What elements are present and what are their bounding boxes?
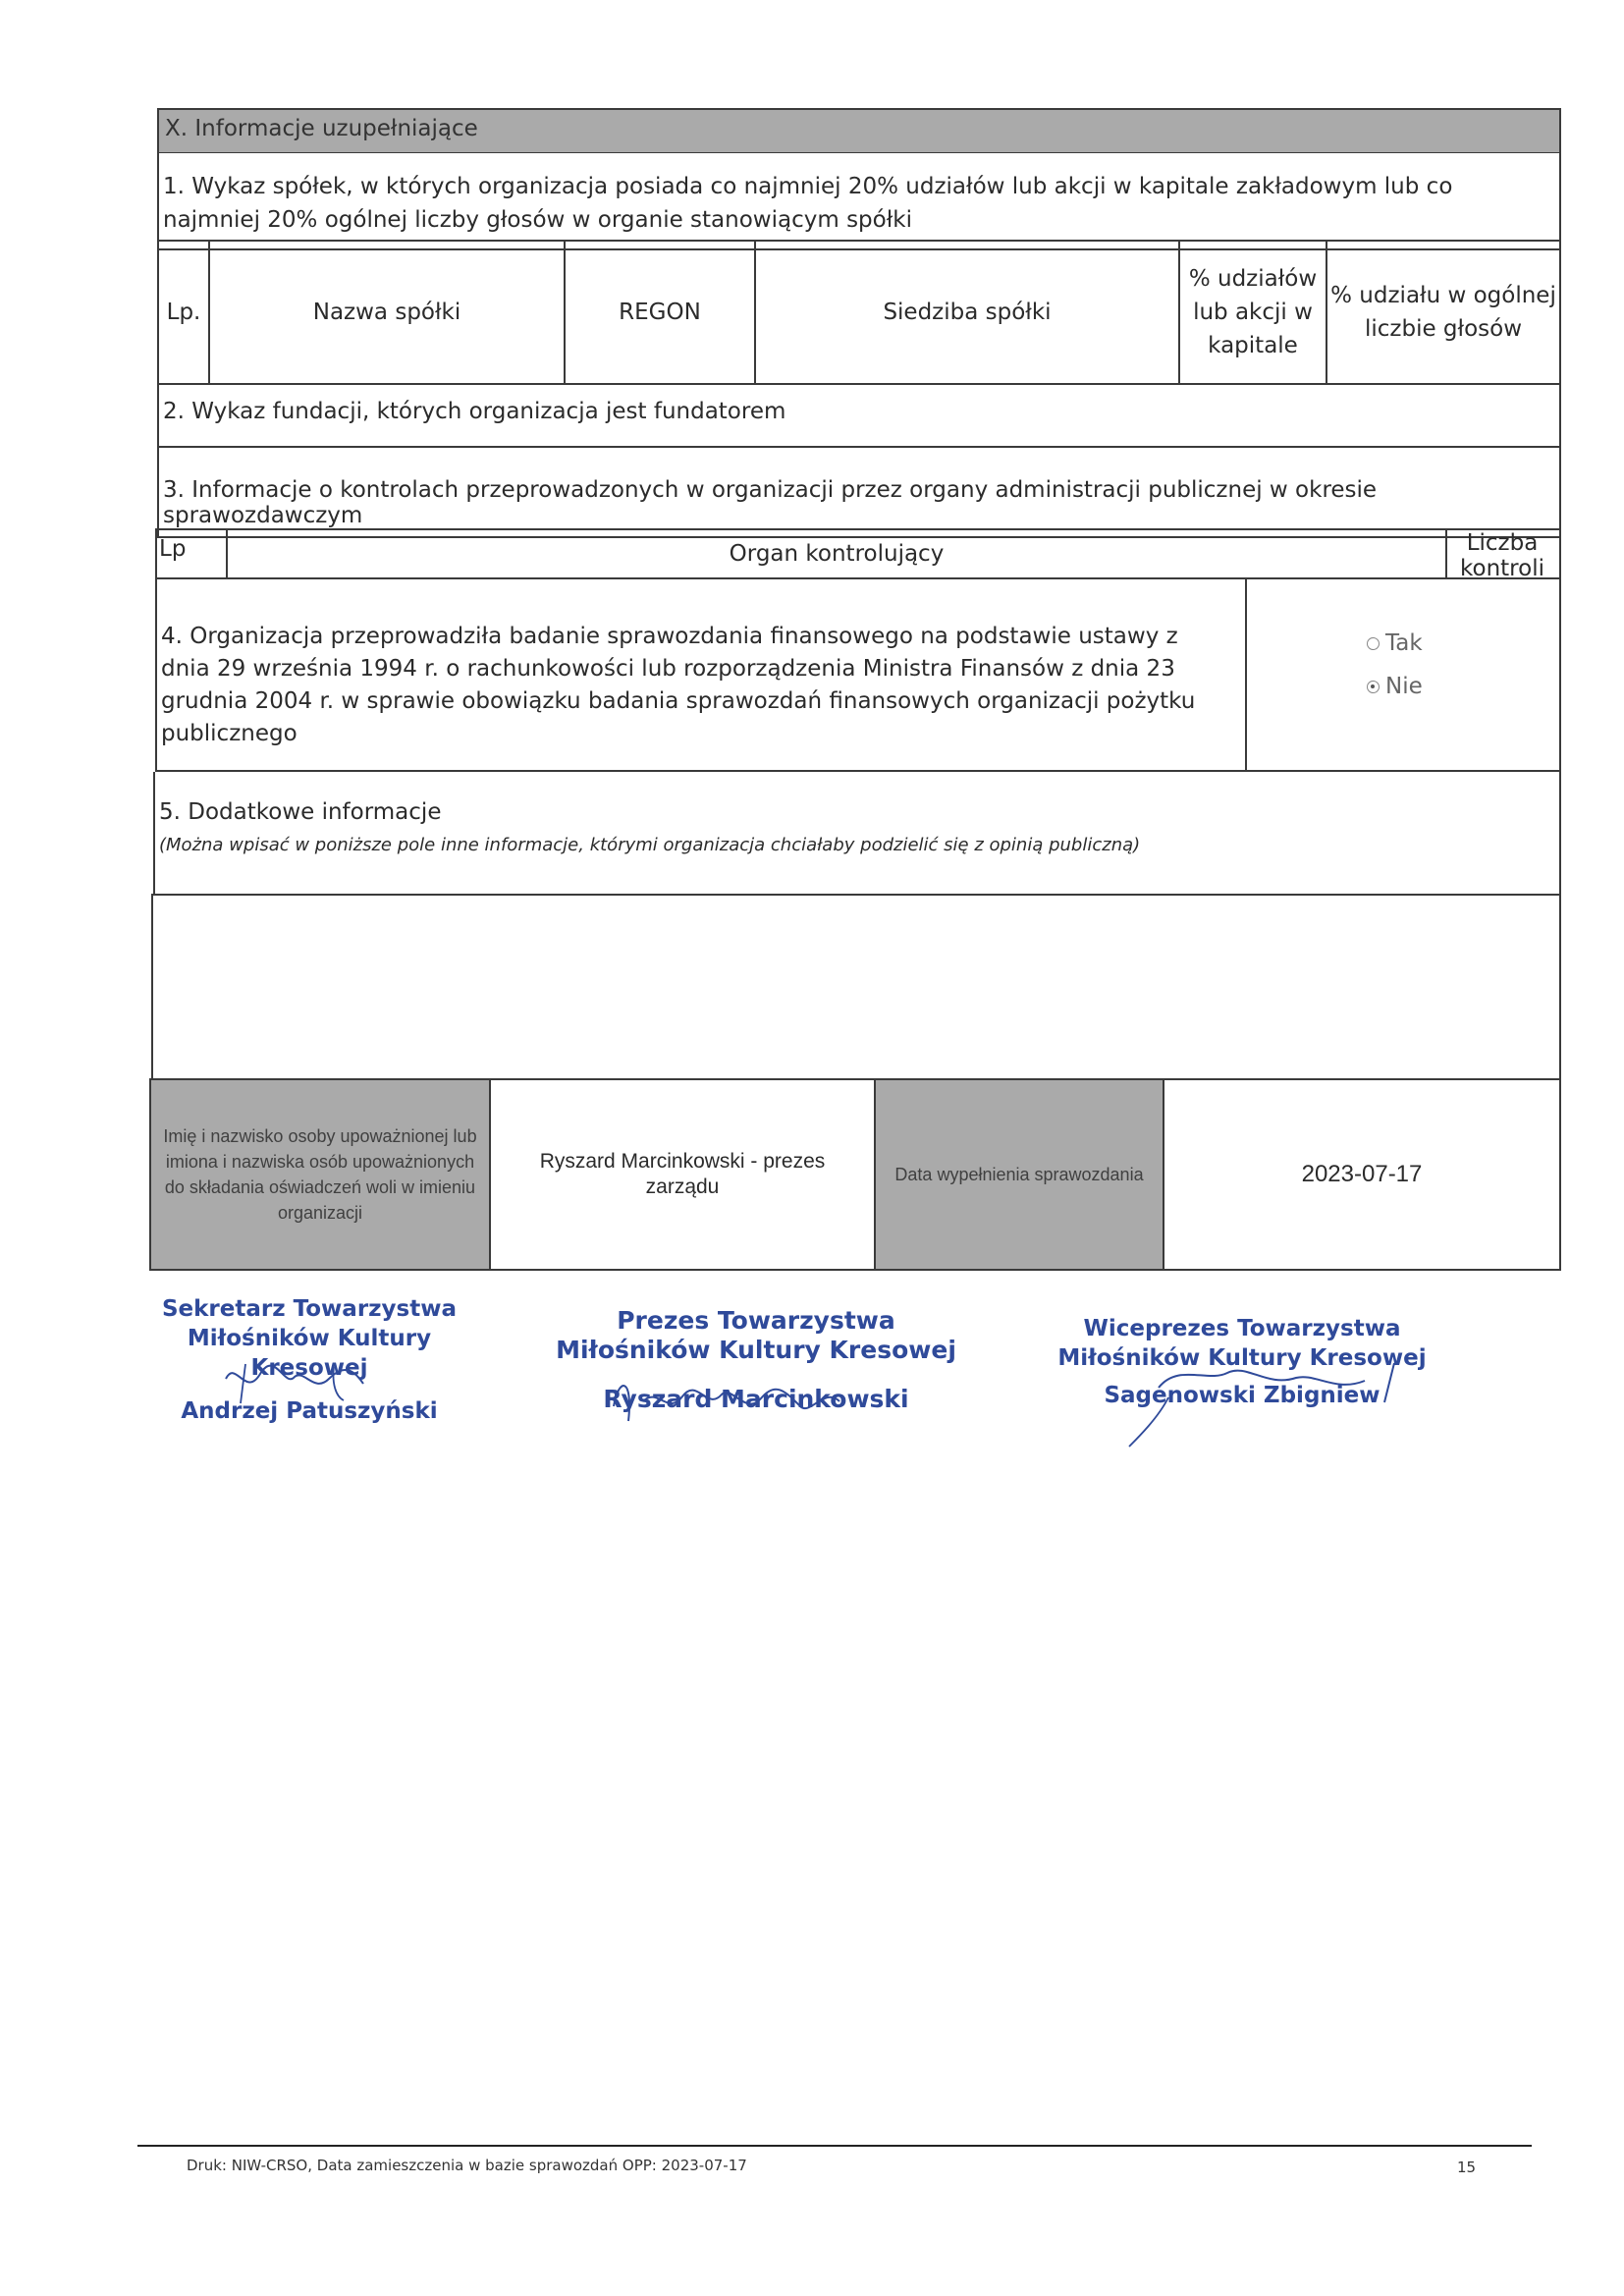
additional-info-field[interactable] (151, 894, 1561, 1080)
col-votes-percent: % udziału w ogólnej liczbie głosów (1330, 283, 1556, 342)
stamp-secretary (128, 1294, 491, 1426)
stamp-secretary-line1: Sekretarz Towarzystwa (161, 1296, 458, 1322)
date-value: 2023-07-17 (1301, 1161, 1423, 1187)
date-label: Data wypełnienia sprawozdania (894, 1164, 1144, 1184)
item5-block (153, 772, 1561, 896)
date-value-cell (1164, 1080, 1559, 1269)
col-inspection-count: Liczba kontroli (1460, 530, 1544, 581)
stamp-vice-president-line3: Sagenowski Zbigniew (1104, 1383, 1380, 1408)
section-header (157, 108, 1561, 153)
footer-rule (137, 2145, 1532, 2147)
radio-tak[interactable] (1367, 637, 1380, 650)
inspections-table (155, 528, 1561, 579)
signature-secretary (206, 1349, 403, 1418)
signature-vice-president (1070, 1343, 1424, 1451)
audit-option-tak[interactable] (1367, 630, 1423, 656)
stamp-president-line1: Prezes Towarzystwa (617, 1306, 895, 1335)
stamp-vice-president-line2: Miłośników Kultury Kresowej (1057, 1345, 1427, 1371)
col-regon: REGON (566, 242, 756, 383)
stamp-secretary-line3: Andrzej Patuszyński (181, 1398, 438, 1424)
stamp-vice-president (1051, 1314, 1434, 1410)
page-number: 15 (1457, 2159, 1477, 2176)
radio-tak-label: Tak (1385, 630, 1423, 656)
item2-block (157, 385, 1561, 448)
item3-title: 3. Informacje o kontrolach przeprowadzonych w organizacji przez organy administracji publicznej w okresie sprawozdawczym (163, 477, 1378, 528)
item4-block (155, 579, 1561, 772)
stamp-president (550, 1306, 962, 1414)
stamp-vice-president-line1: Wiceprezes Towarzystwa (1083, 1316, 1401, 1341)
item5-title: 5. Dodatkowe informacje (159, 799, 442, 825)
person-value-cell (491, 1080, 876, 1269)
col-lp: Lp. (159, 242, 210, 383)
stamp-president-line2: Miłośników Kultury Kresowej (556, 1336, 956, 1364)
col-company-name: Nazwa spółki (210, 242, 566, 383)
section-title: X. Informacje uzupełniające (165, 116, 478, 141)
radio-nie-label: Nie (1385, 674, 1423, 699)
stamp-secretary-line2: Miłośników Kultury Kresowej (187, 1326, 432, 1381)
footer-print-info: Druk: NIW-CRSO, Data zamieszczenia w bazie sprawozdań OPP: 2023-07-17 (187, 2157, 747, 2174)
col-company-seat: Siedziba spółki (756, 242, 1180, 383)
item4-title: 4. Organizacja przeprowadziła badanie sprawozdania finansowego na podstawie ustawy z dnia 29 września 1994 r. o rachunkowości lub rozporządzenia Ministra Finansów z dnia 23 grudnia 2004 r. w sprawie obowiązku badania sprawozdań finansowych organizacji pożytku publicznego (161, 624, 1196, 746)
item1-title: 1. Wykaz spółek, w których organizacja posiada co najmniej 20% udziałów lub akcji w kapitale zakładowym lub co najmniej 20% ogólnej liczby głosów w organie stanowiącym spółki (163, 174, 1453, 233)
audit-option-nie[interactable] (1367, 674, 1423, 699)
person-value: Ryszard Marcinkowski - prezes zarządu (539, 1150, 826, 1198)
item2-title: 2. Wykaz fundacji, których organizacja jest fundatorem (163, 399, 786, 424)
person-label-cell (151, 1080, 491, 1269)
col-inspecting-authority: Organ kontrolujący (226, 530, 1447, 577)
col-shares-percent: % udziałów lub akcji w kapitale (1180, 242, 1327, 383)
col-inspection-lp: Lp (159, 536, 187, 562)
signoff-row (149, 1078, 1561, 1271)
radio-nie[interactable] (1367, 681, 1380, 693)
item1-block (157, 152, 1561, 250)
stamp-president-line3: Ryszard Marcinkowski (603, 1385, 909, 1413)
person-label: Imię i nazwisko osoby upoważnionej lub imiona i nazwiska osób upoważnionych do składania oświadczeń woli w imieniu organizacji (163, 1126, 477, 1223)
date-label-cell (876, 1080, 1164, 1269)
item3-block (157, 448, 1561, 538)
item4-divider (1245, 577, 1247, 770)
companies-table (157, 240, 1561, 385)
signature-president (599, 1367, 893, 1436)
item5-hint: (Można wpisać w poniższe pole inne informacje, którymi organizacja chciałaby podzielić się z opinią publiczną) (159, 835, 1141, 855)
